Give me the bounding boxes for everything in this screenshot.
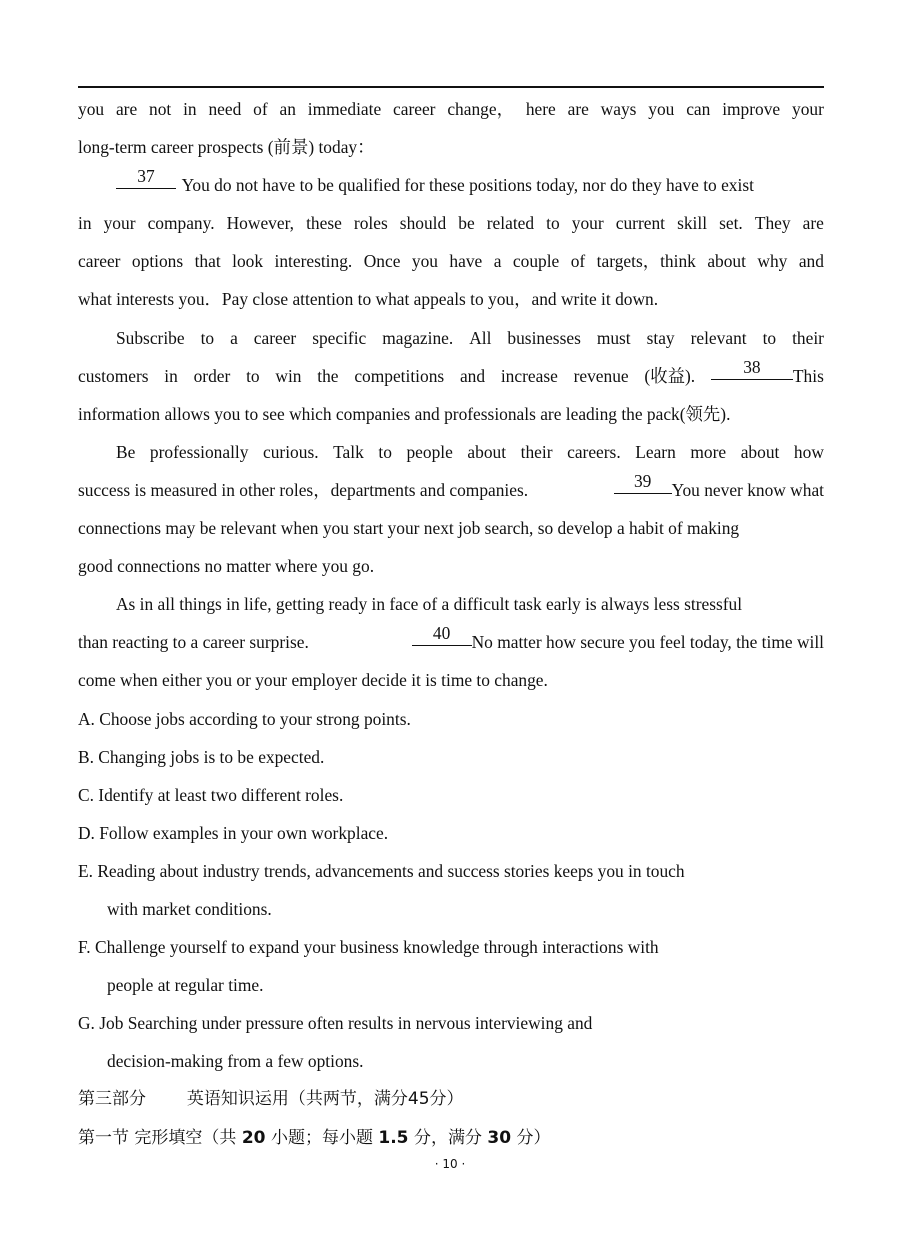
word: of [253,99,268,119]
p38-line-2 [78,357,824,395]
blank-40[interactable]: 40 [412,623,472,646]
option-g [78,1004,824,1042]
word: set. [719,213,743,234]
word: Talk [333,441,364,462]
p39-line-3 [78,509,824,547]
word: here [525,99,556,119]
word: your [571,213,604,234]
word: to [762,327,777,348]
word: their [792,327,824,348]
word: of [570,251,586,272]
section-text-b: 小题；每小题 [270,1127,373,1148]
word: relevant [690,327,747,348]
p40-text-after: No matter how secure you feel today, the time will [471,632,824,653]
word: related [486,213,535,234]
word: and [459,365,486,386]
option-f-cont [78,966,824,1004]
word: need [208,99,242,119]
word: to [378,441,392,462]
word: win [275,365,302,386]
word: you [648,99,675,119]
word: why [757,251,788,272]
word: a [230,327,238,348]
word: have [449,251,483,272]
word: competitions [354,365,445,386]
word: about [707,251,746,272]
word: increase [500,365,558,386]
word: Be [116,441,136,462]
word: are [802,213,824,234]
intro-line-1 [78,90,824,128]
word: how [793,441,824,462]
word: businesses [507,327,581,348]
p37-text: You do not have to be qualified for these positions today, nor do they have to exist [181,175,754,196]
word: revenue [573,365,629,386]
word: They [754,213,791,234]
section-heading [78,1119,824,1157]
p40-line-2 [78,623,824,661]
word: in [78,213,92,234]
word: stay [646,327,675,348]
word: about [467,441,507,462]
p39-text-after: You never know what [671,479,824,500]
part-label: 第三部分 [78,1089,146,1110]
word: Learn [635,441,676,462]
p37-line-2 [78,204,824,242]
word: a [493,251,502,272]
p39-line-1 [78,433,824,471]
word: to [200,327,215,348]
p39-text-4: good connections no matter where you go. [78,556,375,577]
page-content [78,90,824,1157]
word: current [615,213,665,234]
word: order [193,365,231,386]
word: ways [600,99,637,119]
word: are [567,99,589,119]
word: look [232,251,264,272]
word: immediate [307,99,382,119]
word: options [131,251,184,272]
option-a [78,700,824,738]
word: are [115,99,138,119]
word: career [253,327,297,348]
word: be [458,213,475,234]
word: an [279,99,296,119]
section-text-d: 分） [516,1127,551,1148]
option-b [78,738,824,776]
p40-text: than reacting to a career surprise. [78,632,309,653]
option-b-text: B. Changing jobs is to be expected. [78,746,325,767]
p39-text: success is measured in other roles，departments and companies. [78,479,529,500]
word: should [399,213,447,234]
word: roles [353,213,388,234]
blank-39[interactable]: 39 [614,471,672,494]
word: that [194,251,221,272]
option-f-text: F. Challenge yourself to expand your business knowledge through interactions with [78,937,659,958]
word: your [792,99,824,119]
option-g-text: G. Job Searching under pressure often results in nervous interviewing and [78,1013,593,1034]
blank-38[interactable]: 38 [711,357,793,380]
option-g-cont [78,1042,824,1080]
p40-text-1: As in all things in life, getting ready in face of a difficult task early is always less stressful [116,594,743,615]
option-e [78,852,824,890]
word: Once [363,251,401,272]
p38-line-1 [78,319,824,357]
option-c-text: C. Identify at least two different roles. [78,784,344,805]
word: to [546,213,560,234]
option-e-text-2: with market conditions. [107,898,272,919]
word: your [103,213,136,234]
p37-text-end: what interests you．Pay close attention to what appeals to you，and write it down. [78,289,659,310]
word: magazine. [382,327,454,348]
word: career [393,99,436,119]
word: careers. [567,441,621,462]
p38-text-end: information allows you to see which companies and professionals are leading the pack(领先). [78,403,731,424]
p37-line-3 [78,242,824,280]
word: improve [722,99,781,119]
word: customers [78,365,149,386]
word: people [406,441,453,462]
word: in [183,99,197,119]
word: change， [447,99,514,119]
blank-37[interactable]: 37 [116,166,176,189]
word: more [690,441,727,462]
option-f-text-2: people at regular time. [107,975,264,996]
word: you [78,99,105,119]
word: can [686,99,711,119]
word: company. [147,213,215,234]
option-f [78,928,824,966]
word: (收益). [644,365,696,386]
word: must [596,327,631,348]
p39-line-4 [78,547,824,585]
p37-line-4 [78,280,824,318]
section-text-a: 第一节 完形填空（共 [78,1127,237,1148]
word: their [520,441,553,462]
option-e-text: E. Reading about industry trends, advancements and success stories keeps you in touch [78,860,685,881]
section-points-total: 30 [487,1127,512,1148]
p38-text-after: This [792,365,824,386]
section-text-c: 分，满分 [413,1127,482,1148]
word: career [78,251,121,272]
option-a-text: A. Choose jobs according to your strong points. [78,708,411,729]
part-heading [78,1080,824,1118]
word: Subscribe [116,327,185,348]
p40-text-3: come when either you or your employer decide it is time to change. [78,670,548,691]
word: targets，think [596,251,696,272]
word: to [246,365,260,386]
word: skill [677,213,708,234]
word: interesting. [274,251,353,272]
option-e-cont [78,890,824,928]
option-d-text: D. Follow examples in your own workplace. [78,822,389,843]
part-title: 英语知识运用（共两节，满分45分） [186,1089,464,1110]
word: in [164,365,178,386]
option-d [78,814,824,852]
word: the [317,365,339,386]
p37-line-1 [78,166,824,204]
word: curious. [263,441,319,462]
word: and [798,251,824,272]
intro-line-2 [78,128,824,166]
section-count: 20 [241,1127,266,1148]
word: you [411,251,438,272]
word: However, [226,213,295,234]
word: professionally [149,441,249,462]
option-g-text-2: decision-making from a few options. [107,1051,364,1072]
word: couple [512,251,560,272]
word: All [469,327,492,348]
intro-text: long-term career prospects (前景) today： [78,137,375,158]
word: not [149,99,172,119]
word: specific [312,327,367,348]
p40-line-3 [78,661,824,699]
p39-line-2 [78,471,824,509]
p38-line-3 [78,395,824,433]
top-rule [78,86,824,88]
section-points-each: 1.5 [378,1127,409,1148]
option-c [78,776,824,814]
word: these [306,213,342,234]
p39-text-3: connections may be relevant when you start your next job search, so develop a habit of making [78,518,740,539]
word: about [740,441,780,462]
page-number: · 10 · [434,1157,466,1171]
p40-line-1 [78,585,824,623]
